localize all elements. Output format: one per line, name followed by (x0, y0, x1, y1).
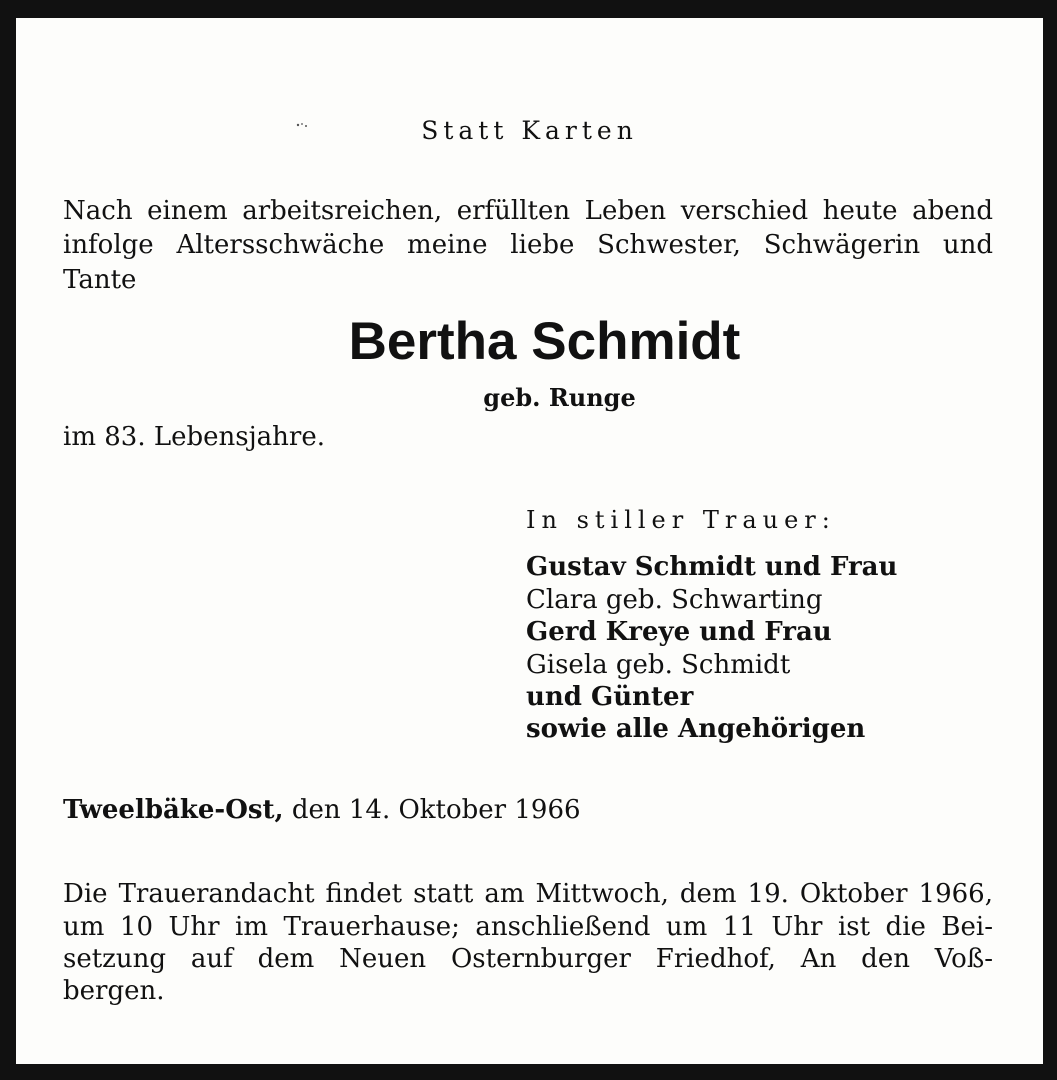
deceased-name: Bertha Schmidt (348, 312, 741, 371)
mourner-line-5: und Günter (526, 682, 694, 712)
intro-line-2: infolge Altersschwäche meine liebe Schwester, Schwägerin und (63, 230, 993, 260)
service-line-4: bergen. (63, 976, 165, 1006)
date: den 14. Oktober 1966 (291, 795, 581, 825)
service-line-3: setzung auf dem Neuen Osternburger Friedhof, An den Voß- (63, 944, 993, 974)
mourner-line-4: Gisela geb. Schmidt (526, 650, 791, 680)
intro-line-3: Tante (63, 265, 137, 295)
notice-heading: Statt Karten (421, 116, 638, 145)
deceased-age: im 83. Lebensjahre. (63, 422, 326, 452)
place-date-line (63, 797, 581, 823)
intro-line-1: Nach einem arbeitsreichen, erfüllten Leben verschied heute abend (63, 196, 993, 226)
service-line-2: um 10 Uhr im Trauerhause; anschließend um 11 Uhr ist die Bei- (63, 912, 993, 942)
mourner-line-1: Gustav Schmidt und Frau (526, 552, 898, 582)
mourner-line-2: Clara geb. Schwarting (526, 585, 823, 615)
deceased-maiden-name: geb. Runge (483, 383, 636, 412)
service-line-1: Die Trauerandacht findet statt am Mittwoch, dem 19. Oktober 1966, (63, 879, 993, 909)
place: Tweelbäke-Ost, (63, 795, 284, 825)
mourners-heading: In stiller Trauer: (526, 506, 836, 534)
mourner-line-3: Gerd Kreye und Frau (526, 617, 832, 647)
mourner-line-6: sowie alle Angehörigen (526, 714, 866, 744)
